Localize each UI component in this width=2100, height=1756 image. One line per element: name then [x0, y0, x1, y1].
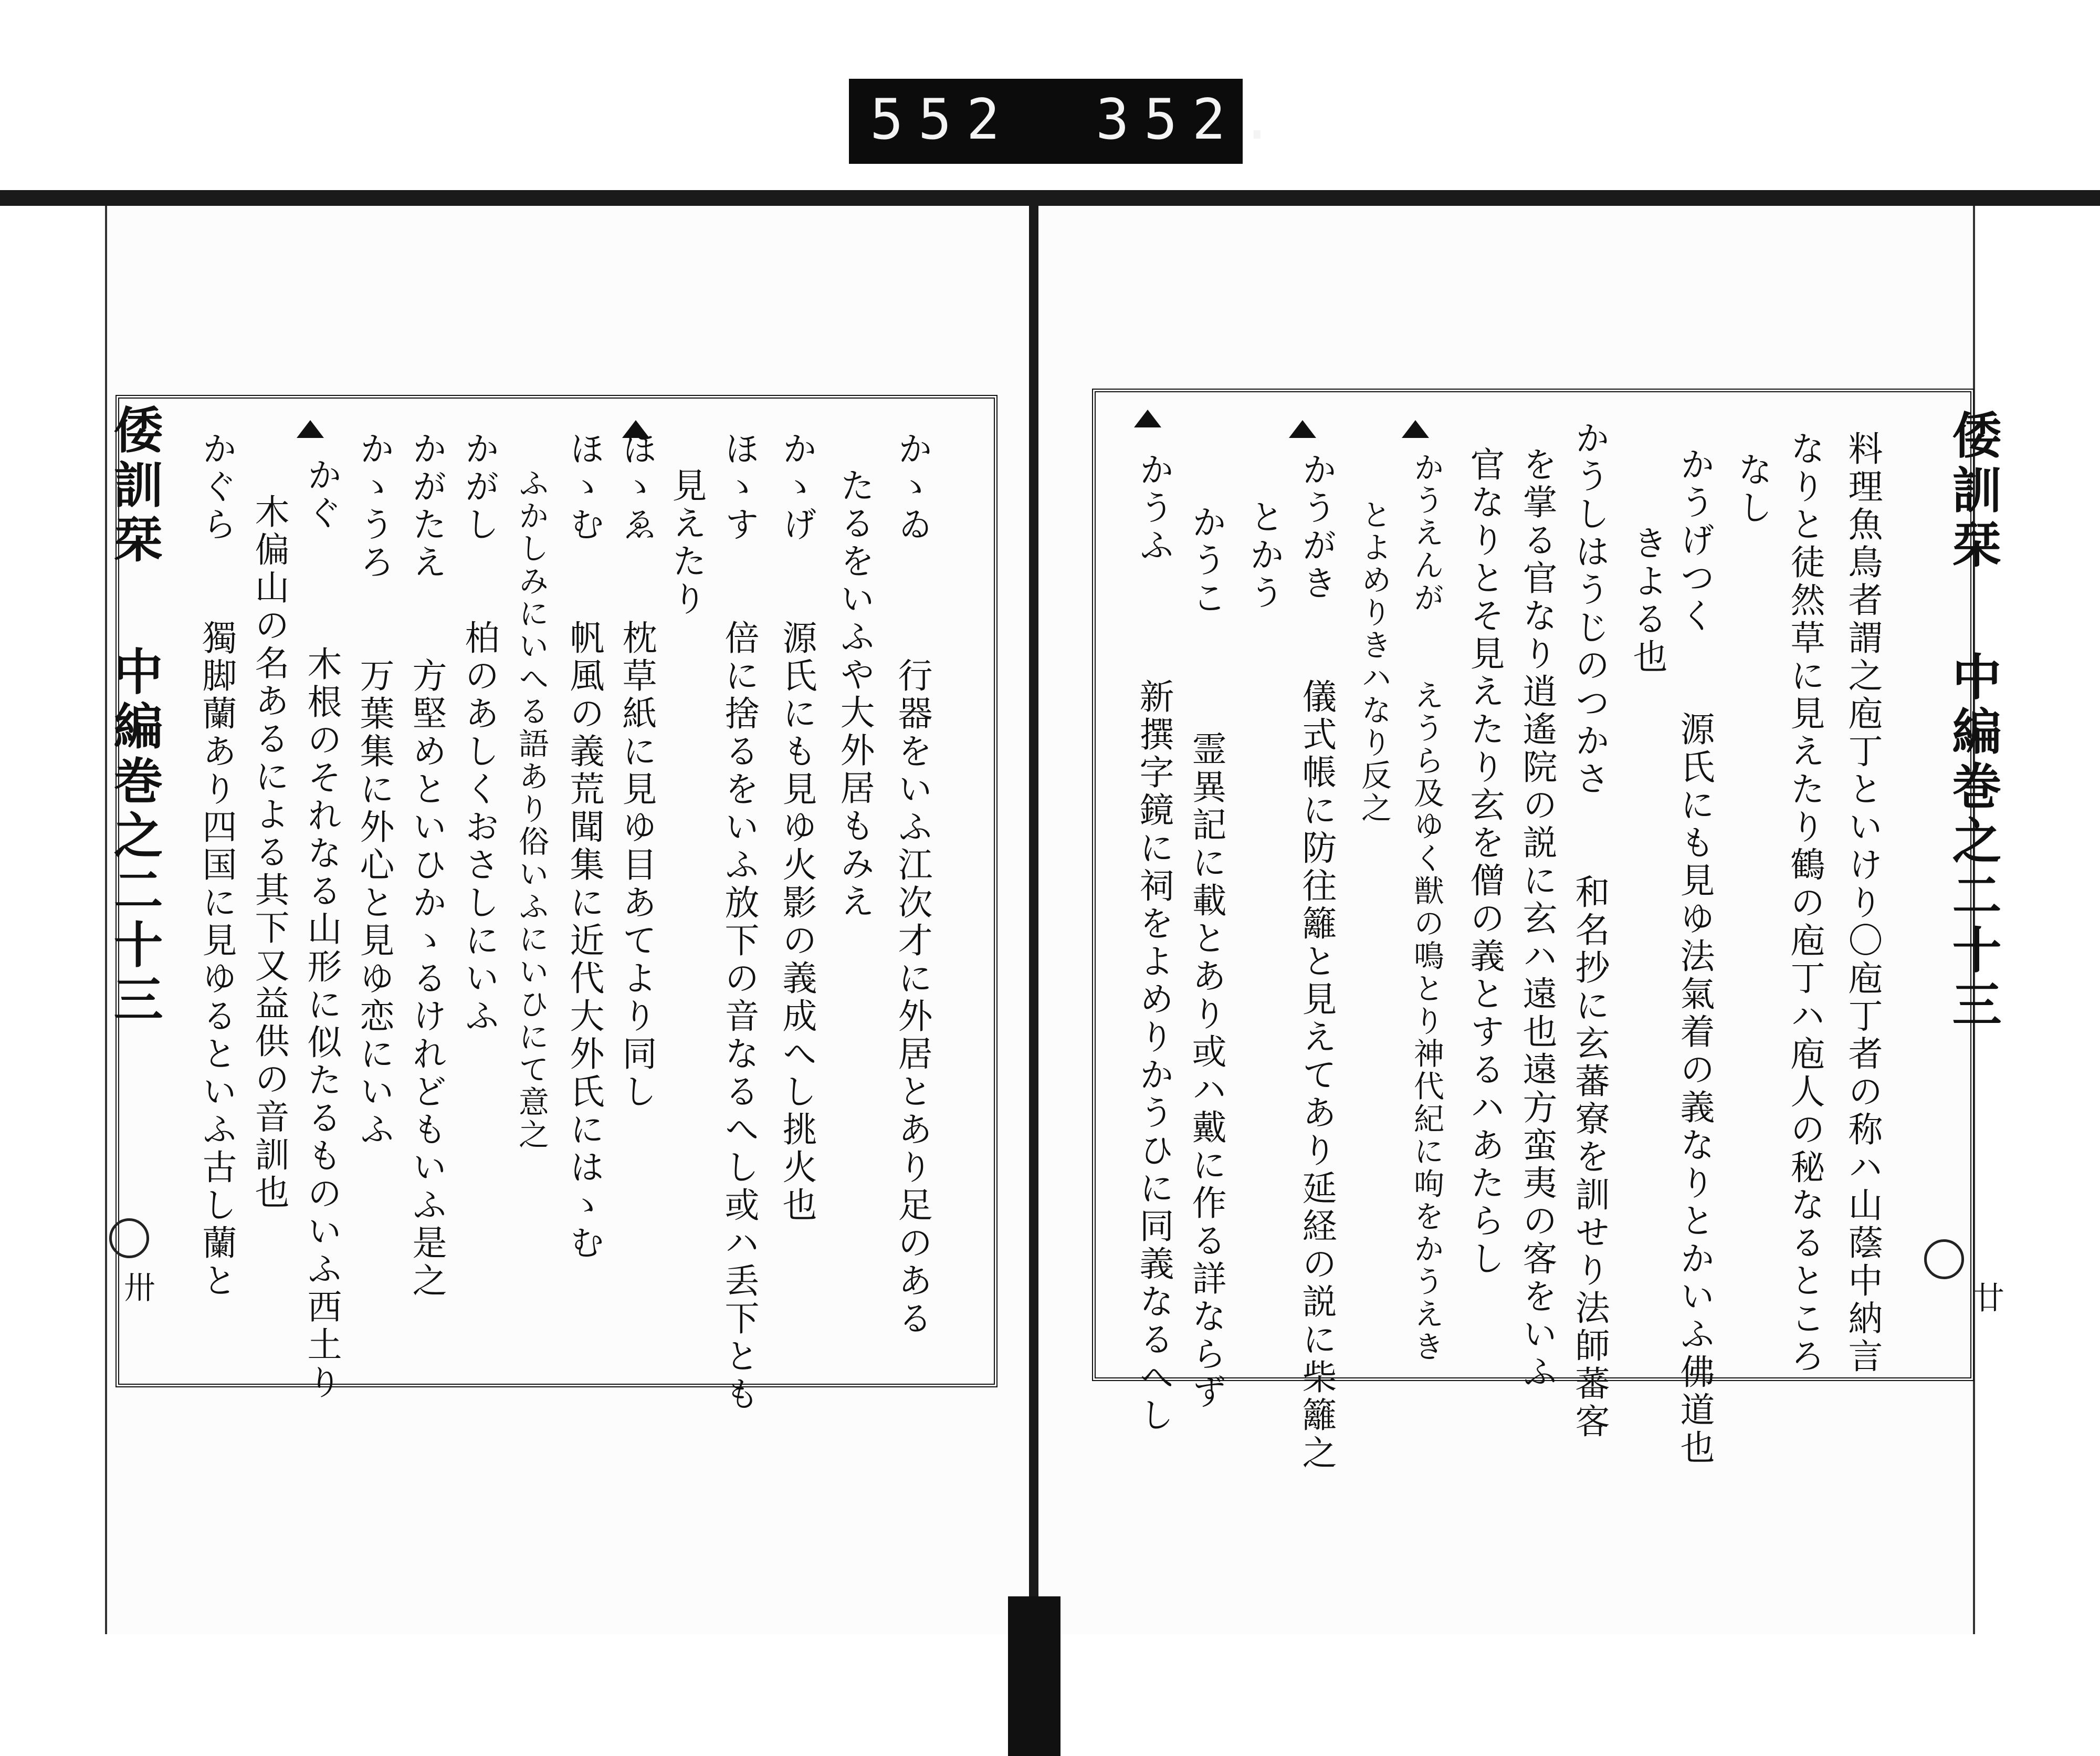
left-column-12: かぐ 木根のそれなる山形に似たるものいふ西土り [301, 457, 342, 1402]
catalog-number-label [849, 79, 1289, 164]
right-folio-number: 廿 [1968, 1281, 2004, 1313]
right-column-9: かうえんが えうら及ゆく獣の鳴とり神代紀に呴をかうえき [1409, 452, 1444, 1363]
right-section-marker-3 [1134, 410, 1161, 427]
book-top-edge [0, 190, 2100, 206]
left-spine-title: 倭訓栞 [105, 404, 163, 568]
left-column-9: かがし 柏のあしくおさしにいふ [459, 431, 499, 1036]
right-section-marker-1 [1402, 420, 1429, 438]
catalog-number-left: 552 [870, 87, 1015, 152]
right-column-13: かうこ 霊異記に載とあり或ハ戴に作る詳ならず [1186, 504, 1226, 1412]
right-column-1: 料理魚鳥者謂之庖丁といけり〇庖丁者の称ハ山蔭中納言 [1842, 431, 1883, 1376]
left-column-10: かがたえ 方堅めといひかゝるけれどもいふ是之 [406, 431, 447, 1300]
right-column-4: かうげつく 源氏にも見ゆ法氣着の義なりとかいふ佛道也 [1674, 446, 1715, 1467]
right-column-5: きよる也 [1627, 525, 1667, 676]
left-spine-volume: 中編巻之二十三 [105, 646, 163, 1028]
right-column-8: 官なりとそ見えたり玄を僧の義とするハあたらし [1464, 446, 1505, 1278]
right-column-11: かうがき 儀式帳に防往籬と見えてあり延経の説に柴籬之 [1296, 452, 1337, 1472]
right-column-7: を掌る官なり逍遙院の説に玄ハ遠也遠方蛮夷の客をいふ [1517, 446, 1557, 1392]
left-column-4: ほゝす 倍に捨るをいふ放下の音なるへし或ハ丢下とも [719, 431, 759, 1414]
left-column-3: かゝげ 源氏にも見ゆ火影の義成へし挑火也 [776, 431, 817, 1225]
left-column-1: かゝゐ 行器をいふ江次才に外居とあり足のある [892, 431, 932, 1338]
gutter-shadow [1008, 1596, 1060, 1756]
left-section-marker-1 [297, 420, 324, 438]
right-section-marker-2 [1289, 420, 1316, 438]
left-column-6: ほゝゑ 枕草紙に見ゆ目あてより同し [616, 431, 657, 1111]
right-column-2: なりと徒然草に見えたり鶴の庖丁ハ庖人の秘なるところ [1784, 431, 1825, 1376]
right-spine-title: 倭訓栞 [1944, 410, 2001, 573]
left-column-14: かぐら 獨脚蘭あり四国に見ゆるといふ古し蘭と [196, 431, 237, 1300]
left-column-5: 見えたり [666, 467, 707, 619]
right-column-14: かうふ 新撰字鏡に祠をよめりかうひに同義なるへし [1133, 452, 1174, 1435]
right-folio-mark [1924, 1239, 1964, 1279]
catalog-number-right: 352. [1096, 87, 1289, 152]
right-column-6: かうしはうじのつかさ 和名抄に玄蕃寮を訓せり法師蕃客 [1569, 420, 1610, 1441]
right-column-12: とかう [1244, 499, 1284, 612]
left-folio-number: 卅 [119, 1271, 155, 1302]
left-column-8: ふかしみにいへる語あり俗いふにいひにて意之 [513, 467, 549, 1151]
left-folio-mark [109, 1218, 149, 1258]
left-column-13: 木偏山の名あるによる其下又益供の音訓也 [249, 494, 289, 1212]
book-gutter [1029, 200, 1038, 1649]
right-column-3: なし [1732, 452, 1772, 527]
right-spine-volume: 中編巻之二十三 [1944, 651, 2001, 1033]
left-column-2: たるをいふや大外居もみえ [834, 467, 875, 921]
left-column-11: かゝうろ 万葉集に外心と見ゆ恋にいふ [354, 431, 394, 1149]
left-column-7: ほゝむ 帆風の義荒聞集に近代大外氏にはゝむ [564, 431, 604, 1262]
right-column-10: とよめりきハなり反之 [1356, 499, 1392, 824]
